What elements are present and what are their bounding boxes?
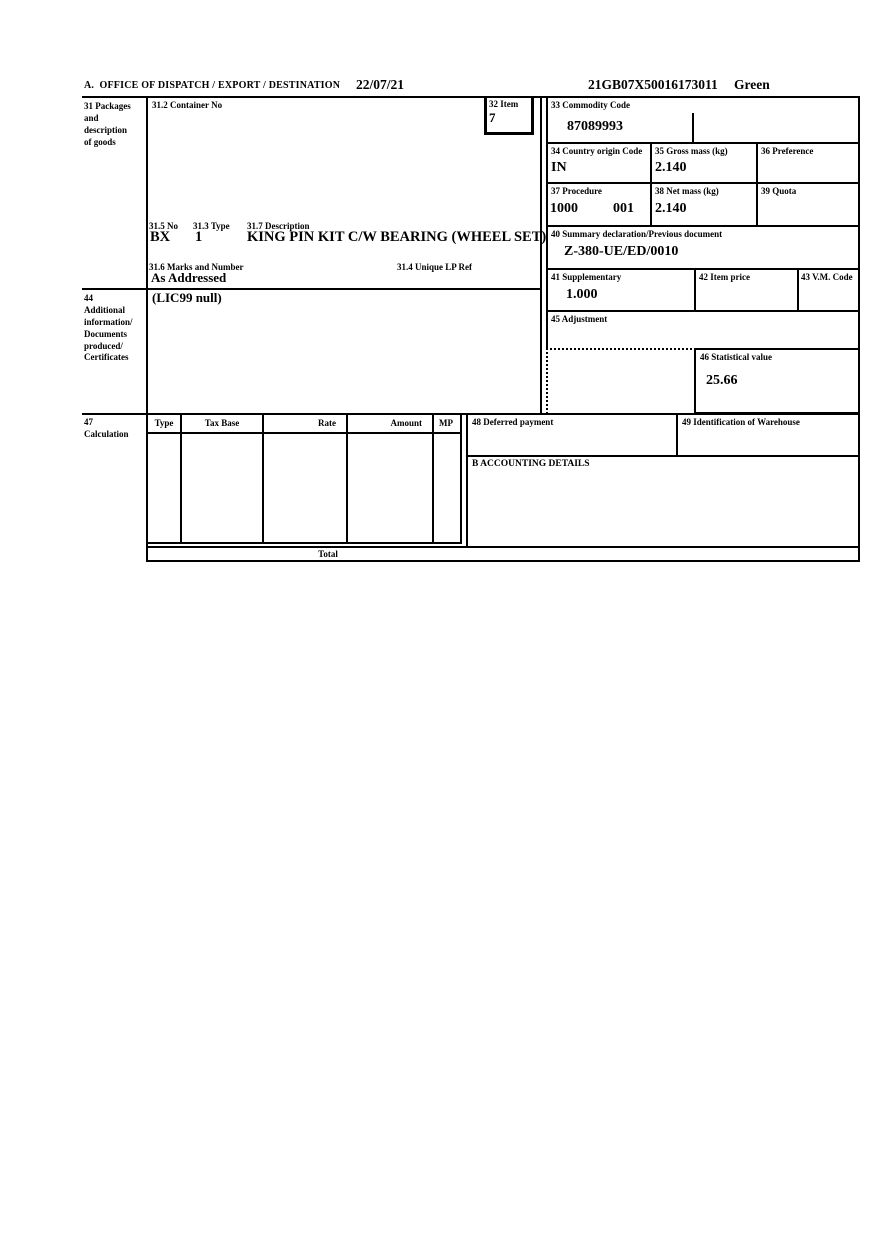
box31-description-label: 31.7 Description [247, 221, 310, 231]
boxB-label: B ACCOUNTING DETAILS [472, 459, 590, 469]
box32-item-label: 32 Item [489, 99, 519, 109]
calc-total-label: Total [318, 549, 338, 559]
box31-no-label: 31.5 No [149, 221, 178, 231]
box38-label: 38 Net mass (kg) [655, 186, 719, 196]
box44-side-line: Documents [84, 328, 127, 339]
box31-packages [146, 96, 542, 290]
calc-col-divider [432, 415, 434, 542]
box31-no-value: BX [150, 229, 171, 245]
box44-side-line: information/ [84, 316, 133, 327]
box31-type-value: 1 [195, 229, 203, 245]
calc-header-tax-base: Tax Base [204, 418, 240, 428]
box47-calculation-table [146, 413, 462, 544]
box35-value: 2.140 [655, 160, 687, 175]
acceptance-date: 22/07/21 [356, 77, 405, 92]
box32-item-value: 7 [489, 110, 496, 125]
box44-value: (LIC99 null) [152, 290, 222, 305]
box31-side-line: of goods [84, 136, 116, 147]
box42-label: 42 Item price [699, 272, 750, 282]
calc-header-type: Type [154, 418, 174, 428]
box31-side-line: and [84, 112, 99, 123]
calc-total-row [146, 546, 860, 562]
box44-side-line: Certificates [84, 352, 129, 363]
box31-description-value: KING PIN KIT C/W BEARING (WHEEL SET) [247, 229, 547, 245]
box31-type-label: 31.3 Type [193, 221, 230, 231]
box31-side-line: 31 Packages [84, 101, 131, 111]
box34-value: IN [551, 160, 567, 175]
declaration-reference: 21GB07X50016173011 [588, 77, 718, 92]
box47-side-label [84, 417, 144, 441]
box44-additional-info [146, 290, 542, 413]
calc-header-mp: MP [439, 418, 453, 428]
box41-value: 1.000 [566, 287, 598, 302]
box40-label: 40 Summary declaration/Previous document [551, 229, 723, 239]
routing-status: Green [734, 77, 770, 92]
box39-label: 39 Quota [761, 186, 797, 196]
box31-marks-label: 31.6 Marks and Number [149, 262, 244, 272]
box37-label: 37 Procedure [551, 186, 602, 196]
calc-col-divider [180, 415, 182, 542]
box34-label: 34 Country origin Code [551, 146, 643, 156]
box33-value: 87089993 [567, 119, 623, 134]
box45-dotted-extension [546, 348, 696, 414]
box36-label: 36 Preference [761, 146, 814, 156]
calc-col-divider [346, 415, 348, 542]
box49-label: 49 Identification of Warehouse [682, 417, 800, 427]
office-of-dispatch-label: A. OFFICE OF DISPATCH / EXPORT / DESTINATION [84, 80, 341, 91]
box44-side-line: Additional [84, 304, 126, 315]
box41-label: 41 Supplementary [551, 272, 622, 282]
box37-value-1: 1000 [550, 201, 578, 216]
box43-label: 43 V.M. Code [801, 272, 853, 282]
box45-label: 45 Adjustment [551, 314, 608, 324]
calc-col-divider [262, 415, 264, 542]
box47-side-line: Calculation [84, 428, 129, 439]
box38-value: 2.140 [655, 201, 687, 216]
box44-side-label [84, 293, 144, 364]
box46-value: 25.66 [706, 373, 738, 388]
calc-header-divider [148, 432, 460, 434]
box35-label: 35 Gross mass (kg) [655, 146, 728, 156]
box48-label: 48 Deferred payment [472, 417, 554, 427]
calc-header-rate: Rate [318, 418, 336, 428]
commodity-code-split-divider [692, 113, 694, 144]
box37-value-2: 001 [613, 201, 634, 216]
box46-label: 46 Statistical value [700, 352, 772, 362]
box31-lp-ref-label: 31.4 Unique LP Ref [397, 262, 473, 272]
box33-label: 33 Commodity Code [551, 100, 630, 110]
box44-side-line: 44 [84, 293, 93, 303]
box31-marks-value: As Addressed [151, 270, 227, 285]
calc-header-amount: Amount [390, 418, 422, 428]
box31-side-line: description [84, 124, 128, 135]
box31-side-label [84, 101, 144, 149]
box40-value: Z-380-UE/ED/0010 [564, 244, 679, 259]
box31-container-no-label: 31.2 Container No [152, 100, 223, 110]
box44-side-line: produced/ [84, 340, 123, 351]
box47-side-line: 47 [84, 417, 93, 427]
